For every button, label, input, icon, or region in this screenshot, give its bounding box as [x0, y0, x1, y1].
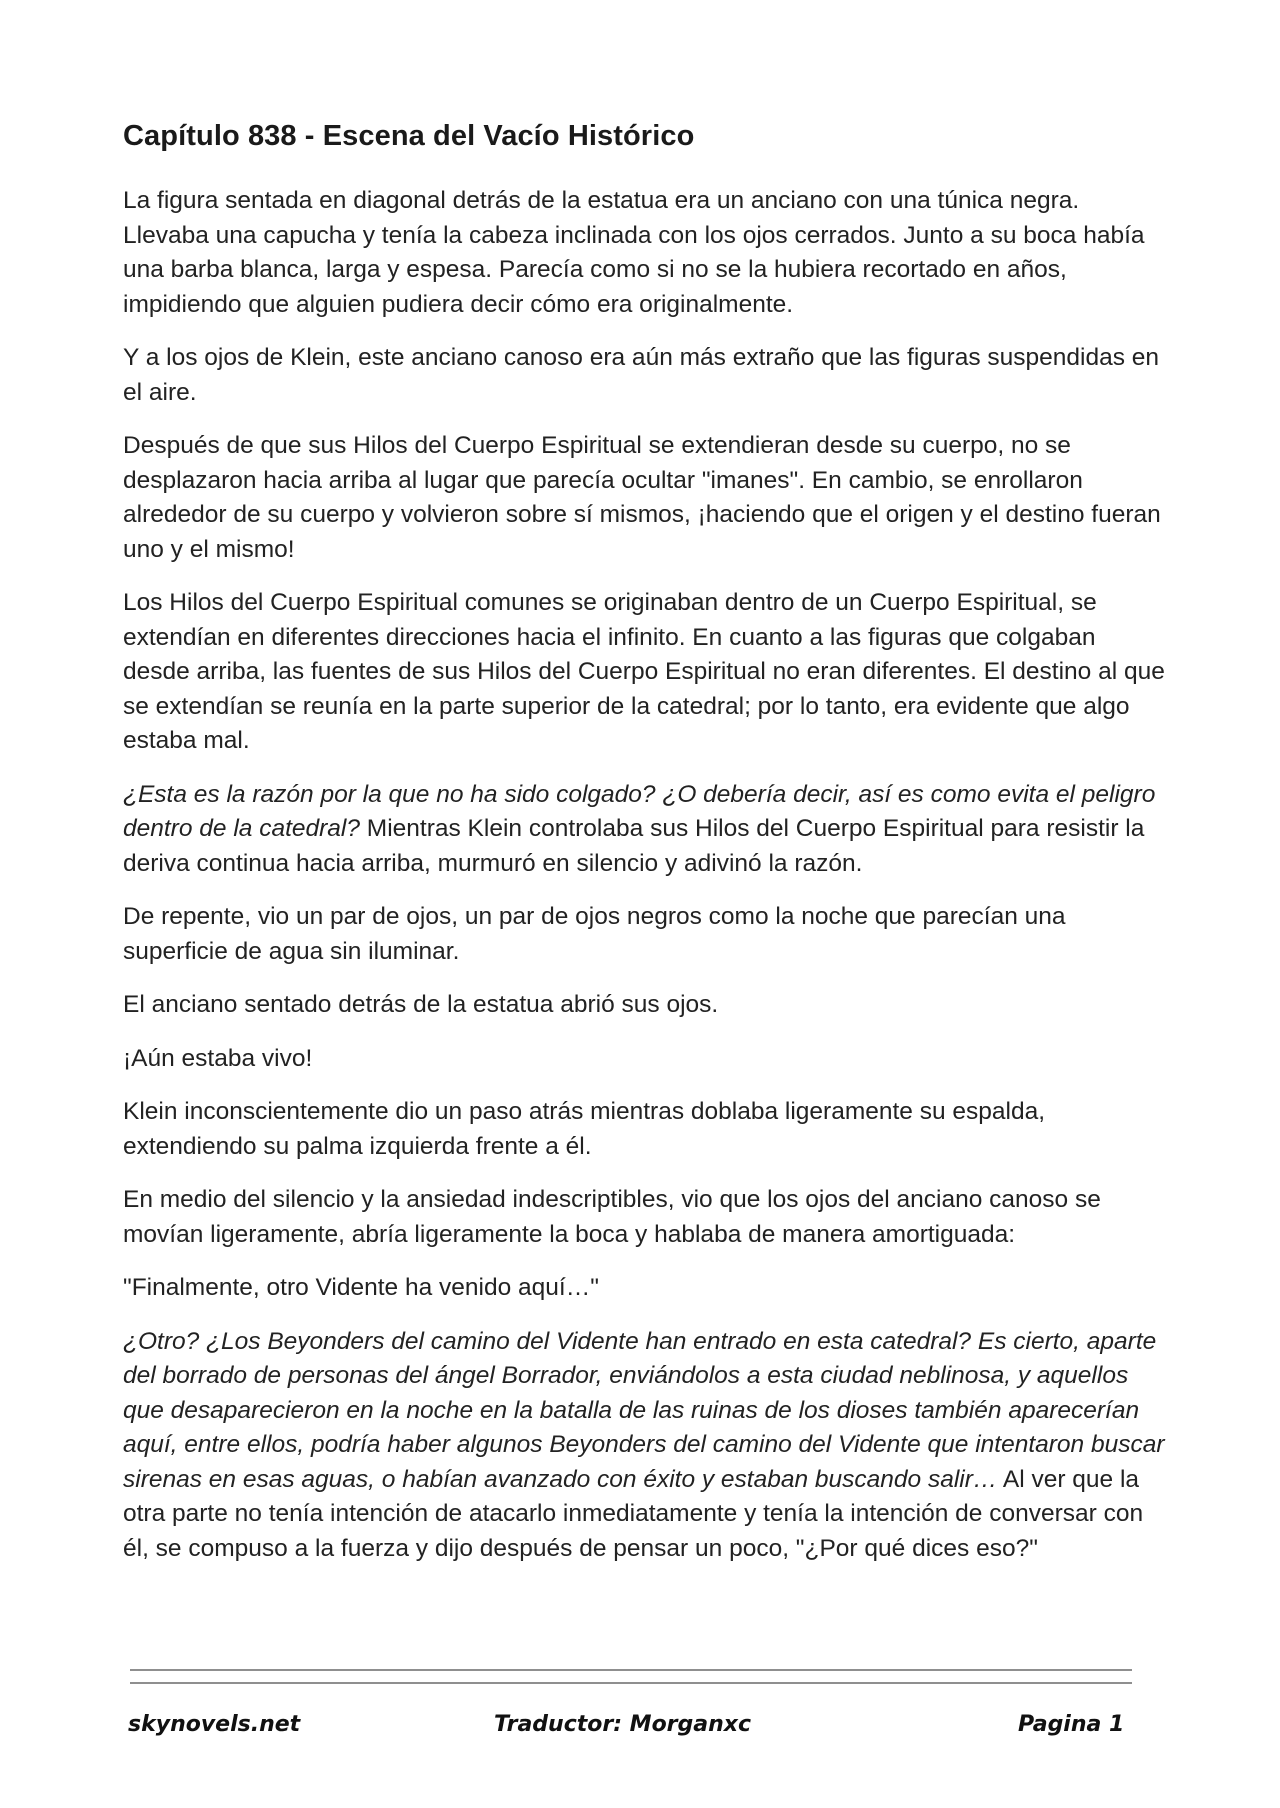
inner-thought-text: ¿Otro? ¿Los Beyonders del camino del Vidente han entrado en esta catedral? Es cierto, aparte del borrado de personas del ángel Borrador, enviándolos a esta ciudad neblinosa, y aquellos que desaparecieron en la noche en la batalla de las ruinas de los dioses también aparecerían aquí, entre ellos, podría haber algunos Beyonders del camino del Vidente que intentaron buscar sirenas en esas aguas, o habían avanzado con éxito y estaban buscando salir… [123, 1327, 1165, 1493]
footer-divider [130, 1669, 1132, 1671]
paragraph-text: Mientras Klein controlaba sus Hilos del Cuerpo Espiritual para resistir la deriva continua hacia arriba, murmuró en silencio y adivinó la razón. [123, 815, 1145, 877]
paragraph-text: El anciano sentado detrás de la estatua abrió sus ojos. [123, 991, 719, 1018]
paragraph [123, 184, 1168, 322]
footer-divider [130, 1682, 1132, 1684]
paragraph [123, 1042, 1168, 1077]
paragraph-text: Klein inconscientemente dio un paso atrás mientras doblaba ligeramente su espalda, extendiendo su palma izquierda frente a él. [123, 1098, 1046, 1160]
paragraph-text: En medio del silencio y la ansiedad indescriptibles, vio que los ojos del anciano canoso se movían ligeramente, abría ligeramente la boca y hablaba de manera amortiguada: [123, 1186, 1101, 1248]
chapter-title: Capítulo 838 - Escena del Vacío Histórico [123, 120, 695, 152]
paragraph [123, 988, 1168, 1023]
paragraph-text: La figura sentada en diagonal detrás de la estatua era un anciano con una túnica negra. Llevaba una capucha y tenía la cabeza inclinada con los ojos cerrados. Junto a su boca había una barba blanca, larga y espesa. Parecía como si no se la hubiera recortado en años, impidiendo que alguien pudiera decir cómo era originalmente. [123, 187, 1145, 318]
paragraph-text: ¡Aún estaba vivo! [123, 1044, 313, 1072]
paragraph [123, 1095, 1168, 1164]
page-footer [0, 1712, 1280, 1752]
paragraph [123, 429, 1168, 567]
footer-translator: Traductor: Morganxc [494, 1712, 752, 1737]
paragraph-text: De repente, vio un par de ojos, un par de ojos negros como la noche que parecían una superficie de agua sin iluminar. [123, 903, 1066, 965]
paragraph-text: Después de que sus Hilos del Cuerpo Espiritual se extendieran desde su cuerpo, no se desplazaron hacia arriba al lugar que parecía ocultar "imanes". En cambio, se enrollaron alrededor de su cuerpo y volvieron sobre sí mismos, ¡haciendo que el origen y el destino fueran uno y el mismo! [123, 432, 1161, 563]
paragraph [123, 1271, 1168, 1306]
paragraph [123, 341, 1168, 410]
paragraph [123, 1325, 1168, 1567]
paragraph [123, 900, 1168, 969]
dialogue-text: "Finalmente, otro Vidente ha venido aquí…" [123, 1274, 599, 1301]
paragraph [123, 778, 1168, 882]
paragraph [123, 1183, 1168, 1252]
paragraph-text: Los Hilos del Cuerpo Espiritual comunes se originaban dentro de un Cuerpo Espiritual, se extendían en diferentes direcciones hacia el infinito. En cuanto a las figuras que colgaban desde arriba, las fuentes de sus Hilos del Cuerpo Espiritual no eran diferentes. El destino al que se extendían se reunía en la parte superior de la catedral; por lo tanto, era evidente que algo estaba mal. [123, 589, 1165, 754]
inner-thought-text: ¿Esta es la razón por la que no ha sido colgado? ¿O debería decir, así es como evita el peligro dentro de la catedral? [123, 780, 1156, 842]
footer-site: skynovels.net [128, 1712, 301, 1737]
paragraph-text: Al ver que la otra parte no tenía intención de atacarlo inmediatamente y tenía la intención de conversar con él, se compuso a la fuerza y dijo después de pensar un poco, "¿Por qué dices eso?" [123, 1465, 1144, 1562]
paragraph [123, 586, 1168, 759]
document-body [123, 118, 1168, 1585]
paragraph-text: Y a los ojos de Klein, este anciano canoso era aún más extraño que las figuras suspendidas en el aire. [123, 344, 1160, 406]
footer-page-number: Pagina 1 [1018, 1712, 1125, 1737]
